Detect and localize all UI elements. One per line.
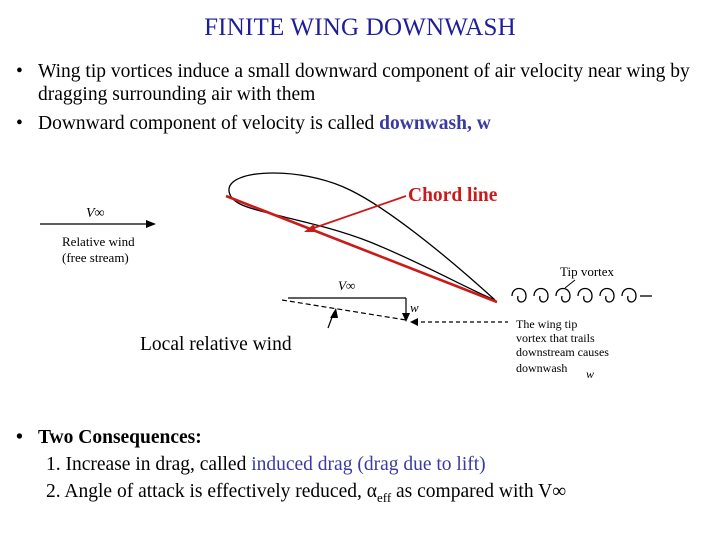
consequences-section [16,424,716,511]
induced-drag-emphasis [251,454,485,475]
tip-vortex-coils [512,289,652,303]
trail-text-4: downwash [516,361,568,375]
bullet-text: Downward component of velocity is called [38,113,380,134]
alpha-subscript: eff [376,489,392,505]
downwash-dash-arrowhead [410,318,418,326]
consequence-item-2 [16,478,716,511]
consequences-heading [16,424,716,451]
consequence-2-text: 2. Angle of attack is effectively reduced, [46,481,367,502]
infinity-symbol: ∞ [552,481,567,502]
consequence-2-suffix: as compared with V [391,481,553,502]
bullet-icon: • [16,61,23,82]
free-stream-label: (free stream) [62,250,129,265]
page-title: FINITE WING DOWNWASH [204,14,516,41]
tip-vortex-pointer [565,280,575,288]
consequences-heading-text: Two Consequences: [38,427,202,448]
chord-pointer [308,196,406,230]
local-relative-wind-label: Local relative wind [140,334,292,355]
tip-vortex-label: Tip vortex [560,264,615,279]
w-label: w [410,300,419,315]
alpha-symbol: α [366,481,377,502]
trail-text-2: vortex that trails [516,331,595,345]
chord-line-label: Chord line [408,185,498,206]
v-inf-label-triangle: V∞ [338,278,356,293]
relative-wind-label: Relative wind [62,234,135,249]
bullet-icon: • [16,427,23,448]
trail-text-1: The wing tip [516,317,578,331]
lrw-pointer-arrowhead [330,308,338,318]
consequence-1-text: 1. Increase in drag, called [46,454,252,475]
bullet-text: Wing tip vortices induce a small downward component of air velocity near wing by dragging surrounding air with them [38,61,690,105]
downwash-emphasis: downwash, w [379,113,491,134]
v-inf-label-top: V∞ [86,206,105,221]
trail-text-3: downstream causes [516,345,609,359]
w-arrowhead [402,313,410,322]
freestream-arrowhead [146,220,156,228]
local-wind-dash [282,300,406,320]
induced-drag-text: induced drag (drag due to lift) [251,454,486,475]
consequence-item-1 [16,451,716,478]
trail-w: w [586,367,595,381]
bullet-icon: • [16,113,23,134]
